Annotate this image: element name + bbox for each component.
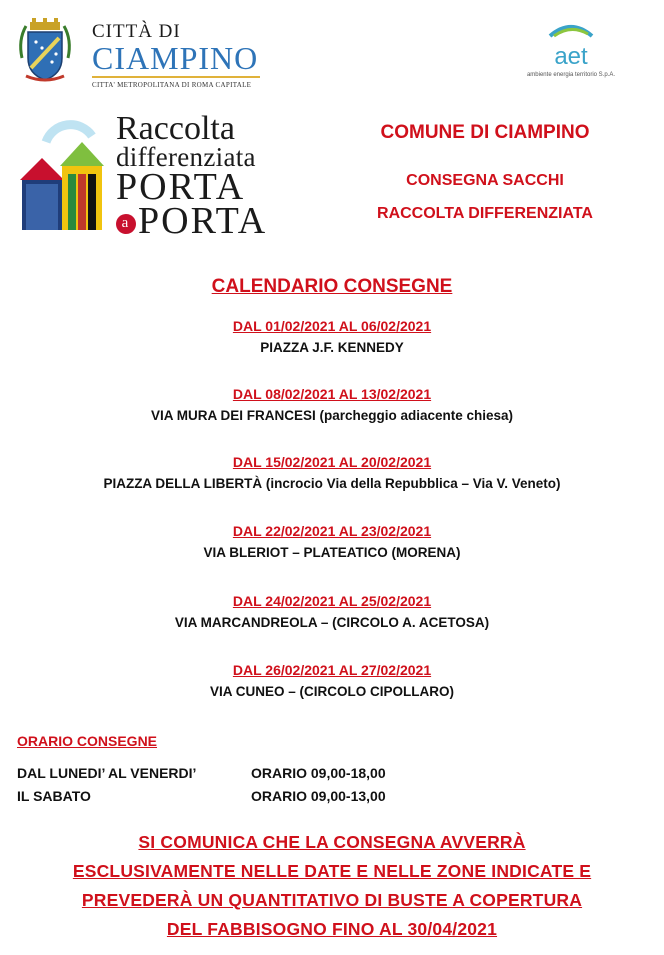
hours-time: ORARIO 09,00-13,00: [251, 788, 386, 804]
raccolta-line1: Raccolta: [116, 110, 235, 147]
a-badge: a: [116, 214, 136, 234]
calendar-period: [0, 386, 664, 423]
period-place: PIAZZA J.F. KENNEDY: [260, 340, 404, 355]
raccolta-line3: PORTA: [116, 166, 246, 208]
city-name-block: [92, 22, 260, 89]
period-dates: DAL 22/02/2021 AL 23/02/2021: [232, 523, 432, 539]
notice-line: DEL FABBISOGNO FINO AL 30/04/2021: [166, 919, 498, 939]
notice-line: SI COMUNICA CHE LA CONSEGNA AVVERRÀ: [138, 832, 526, 852]
period-place: PIAZZA DELLA LIBERTÀ (incrocio Via della Repubblica – Via V. Veneto): [103, 476, 561, 491]
hours-title: ORARIO CONSEGNE: [17, 733, 158, 749]
period-dates: DAL 01/02/2021 AL 06/02/2021: [232, 318, 432, 334]
raccolta-title: RACCOLTA DIFFERENZIATA: [377, 205, 593, 222]
raccolta-line2: differenziata: [116, 142, 256, 172]
hours-days: IL SABATO: [17, 788, 91, 804]
period-dates: DAL 08/02/2021 AL 13/02/2021: [232, 386, 432, 402]
aet-logo: [540, 22, 602, 72]
city-divider: [92, 76, 260, 78]
period-place: VIA CUNEO – (CIRCOLO CIPOLLARO): [209, 684, 454, 699]
recycling-house-icon: [16, 112, 112, 234]
aet-subtitle: ambiente energia territorio S.p.A.: [526, 72, 616, 78]
raccolta-line4-wrap: [116, 200, 268, 242]
city-subtitle: CITTA' METROPOLITANA DI ROMA CAPITALE: [92, 81, 252, 89]
calendar-period: [0, 662, 664, 699]
calendar-title: CALENDARIO CONSEGNE: [211, 276, 453, 297]
hours-days: DAL LUNEDI’ AL VENERDI’: [17, 765, 197, 781]
period-dates: DAL 15/02/2021 AL 20/02/2021: [232, 454, 432, 470]
period-dates: DAL 24/02/2021 AL 25/02/2021: [232, 593, 432, 609]
raccolta-logo-text: [116, 110, 268, 242]
notice-line: ESCLUSIVAMENTE NELLE DATE E NELLE ZONE INDICATE E: [72, 861, 592, 881]
period-place: VIA MARCANDREOLA – (CIRCOLO A. ACETOSA): [174, 615, 490, 630]
city-crest-icon: [16, 18, 74, 84]
comune-title: COMUNE DI CIAMPINO: [380, 122, 590, 143]
raccolta-line4: PORTA: [138, 200, 268, 242]
hours-row: [17, 765, 386, 781]
aet-logo-text: aet: [554, 43, 588, 70]
period-place: VIA BLERIOT – PLATEATICO (MORENA): [203, 545, 461, 560]
calendar-period: [0, 318, 664, 355]
calendar-period: [0, 454, 664, 491]
calendar-period: [0, 593, 664, 630]
period-dates: DAL 26/02/2021 AL 27/02/2021: [232, 662, 432, 678]
hours-row: [17, 788, 386, 804]
city-prefix: CITTÀ DI: [92, 21, 181, 42]
calendar-period: [0, 523, 664, 560]
hours-time: ORARIO 09,00-18,00: [251, 765, 386, 781]
notice-line: PREVEDERÀ UN QUANTITATIVO DI BUSTE A COPERTURA: [81, 890, 583, 910]
period-place: VIA MURA DEI FRANCESI (parcheggio adiacente chiesa): [150, 408, 514, 423]
consegna-title: CONSEGNA SACCHI: [406, 172, 564, 189]
city-name: CIAMPINO: [92, 40, 259, 76]
